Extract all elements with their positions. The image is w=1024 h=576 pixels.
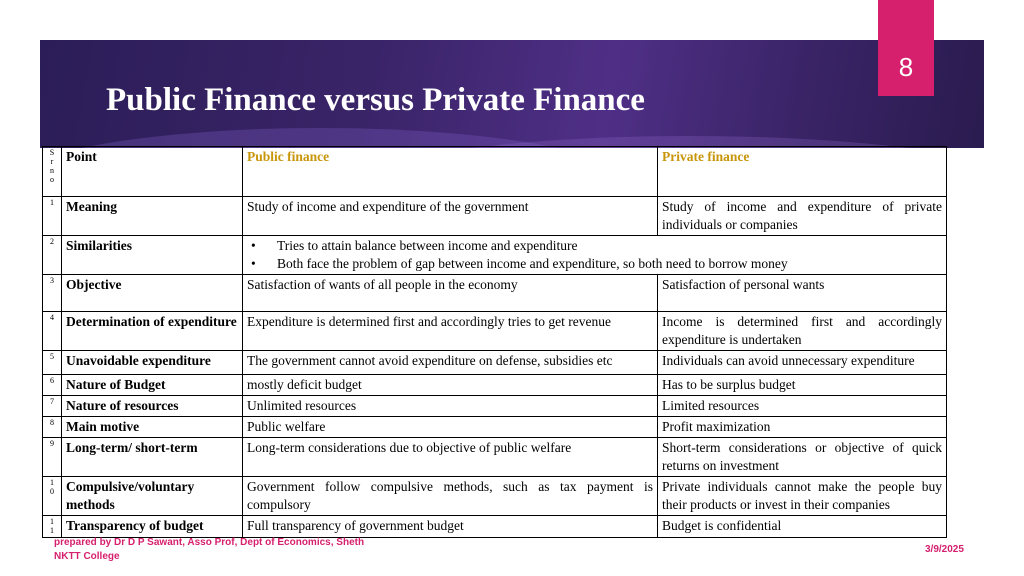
row-point: Unavoidable expenditure xyxy=(62,351,243,375)
header-private-finance: Private finance xyxy=(658,147,947,197)
table-row xyxy=(43,375,947,396)
row-point: Long-term/ short-term xyxy=(62,438,243,477)
row-number: 8 xyxy=(43,417,62,438)
row-private: Profit maximization xyxy=(658,417,947,438)
page-number: 8 xyxy=(898,52,914,82)
row-number: 6 xyxy=(43,375,62,396)
row-public: Expenditure is determined first and accordingly tries to get revenue xyxy=(243,312,658,351)
row-number: 9 xyxy=(43,438,62,477)
row-point: Main motive xyxy=(62,417,243,438)
row-number: 4 xyxy=(43,312,62,351)
table-row xyxy=(43,438,947,477)
row-public: Long-term considerations due to objective of public welfare xyxy=(243,438,658,477)
row-private: Budget is confidential xyxy=(658,516,947,538)
row-public: The government cannot avoid expenditure on defense, subsidies etc xyxy=(243,351,658,375)
header-public-finance: Public finance xyxy=(243,147,658,197)
row-number: 1 xyxy=(43,197,62,236)
row-number: 1 0 xyxy=(43,477,62,516)
row-private: Has to be surplus budget xyxy=(658,375,947,396)
row-point: Determination of expenditure xyxy=(62,312,243,351)
row-private: Private individuals cannot make the people buy their products or invest in their companies xyxy=(658,477,947,516)
row-number: 5 xyxy=(43,351,62,375)
row-point: Nature of resources xyxy=(62,396,243,417)
table-row xyxy=(43,351,947,375)
row-point: Compulsive/voluntary methods xyxy=(62,477,243,516)
header-sr: S r n o xyxy=(43,147,62,197)
table-row xyxy=(43,275,947,312)
similarities-list xyxy=(247,237,942,273)
row-private: Study of income and expenditure of private individuals or companies xyxy=(658,197,947,236)
row-point: Transparency of budget xyxy=(62,516,243,538)
row-point: Objective xyxy=(62,275,243,312)
row-number: 1 1 xyxy=(43,516,62,538)
row-public: Full transparency of government budget xyxy=(243,516,658,538)
row-public: Government follow compulsive methods, such as tax payment is compulsory xyxy=(243,477,658,516)
table-row xyxy=(43,197,947,236)
row-private: Satisfaction of personal wants xyxy=(658,275,947,312)
row-public: Satisfaction of wants of all people in the economy xyxy=(243,275,658,312)
row-similarities xyxy=(243,236,947,275)
row-public: Study of income and expenditure of the government xyxy=(243,197,658,236)
footer-author: prepared by Dr D P Sawant, Asso Prof, Dept of Economics, Sheth NKTT College xyxy=(54,537,365,562)
table-row xyxy=(43,417,947,438)
header-point: Point xyxy=(62,147,243,197)
list-item: • Both face the problem of gap between income and expenditure, so both need to borrow money xyxy=(277,255,942,273)
row-private: Individuals can avoid unnecessary expenditure xyxy=(658,351,947,375)
row-public: Public welfare xyxy=(243,417,658,438)
row-number: 7 xyxy=(43,396,62,417)
row-private: Income is determined first and accordingly expenditure is undertaken xyxy=(658,312,947,351)
row-private: Limited resources xyxy=(658,396,947,417)
list-item: • Tries to attain balance between income and expenditure xyxy=(277,237,942,255)
row-public: Unlimited resources xyxy=(243,396,658,417)
row-point: Meaning xyxy=(62,197,243,236)
table-row xyxy=(43,236,947,275)
footer-date: 3/9/2025 xyxy=(925,544,964,555)
table-row xyxy=(43,516,947,538)
table-header-row xyxy=(43,147,947,197)
row-point: Nature of Budget xyxy=(62,375,243,396)
table-row xyxy=(43,312,947,351)
table-row xyxy=(43,477,947,516)
row-number: 2 xyxy=(43,236,62,275)
slide-title: Public Finance versus Private Finance xyxy=(106,82,645,118)
table-row xyxy=(43,396,947,417)
comparison-table xyxy=(42,146,947,538)
row-number: 3 xyxy=(43,275,62,312)
row-point: Similarities xyxy=(62,236,243,275)
row-public: mostly deficit budget xyxy=(243,375,658,396)
row-private: Short-term considerations or objective of quick returns on investment xyxy=(658,438,947,477)
